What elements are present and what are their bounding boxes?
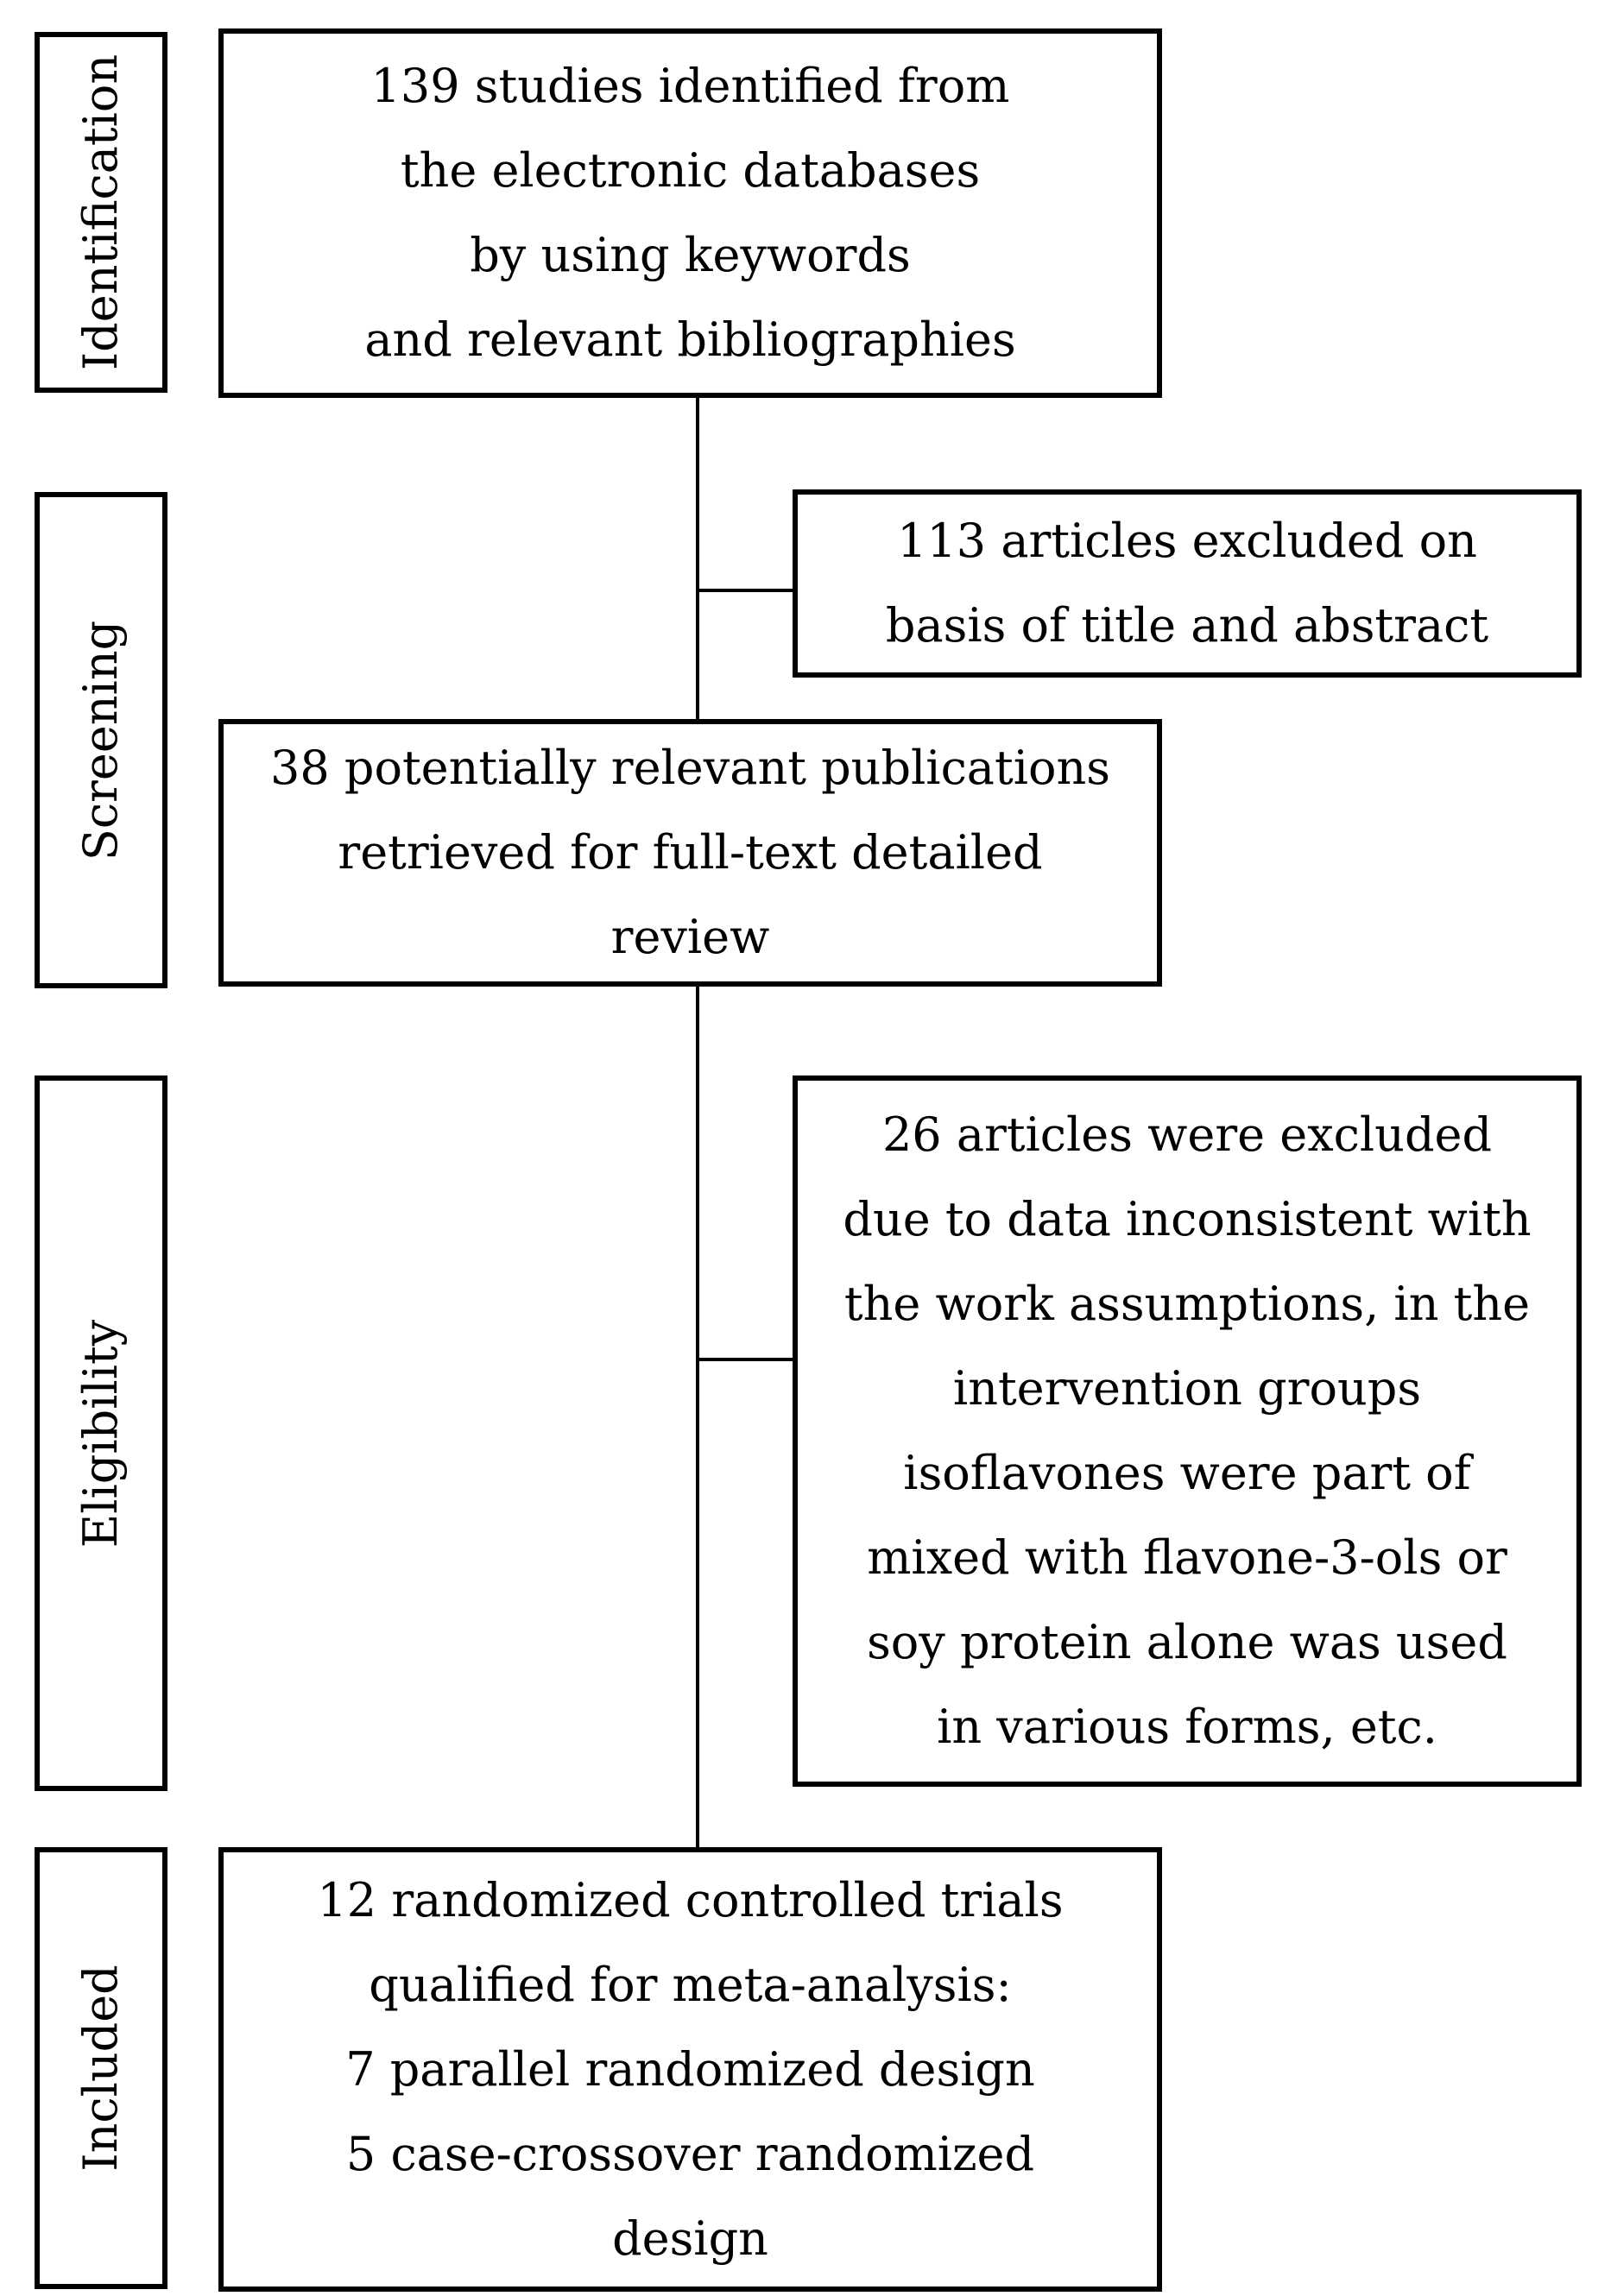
- box-included-trials-line: 5 case-crossover randomized: [345, 2126, 1035, 2181]
- box-excluded-eligibility-line: the work assumptions, in the: [843, 1277, 1531, 1331]
- stage-label-included: [35, 1847, 167, 2289]
- box-studies-identified-line: 139 studies identified from: [370, 59, 1010, 113]
- box-excluded-eligibility-line: isoflavones were part of: [903, 1446, 1471, 1500]
- box-studies-identified-line: the electronic databases: [400, 143, 981, 198]
- stage-label-screening-text: Screening: [73, 620, 129, 861]
- box-included-trials-line: design: [612, 2211, 768, 2266]
- box-included-trials-line: 12 randomized controlled trials: [317, 1872, 1064, 1927]
- box-excluded-title-abstract: [793, 489, 1582, 678]
- box-excluded-title-abstract-line: basis of title and abstract: [885, 598, 1489, 653]
- stage-label-eligibility: [35, 1075, 167, 1791]
- box-fulltext-retrieved-line: review: [610, 910, 770, 964]
- box-excluded-eligibility-line: due to data inconsistent with: [843, 1192, 1532, 1246]
- stage-label-screening: [35, 492, 167, 988]
- box-excluded-eligibility: [793, 1075, 1582, 1787]
- connector-fulltext-to-included: [696, 987, 699, 1847]
- box-excluded-eligibility-line: mixed with flavone-3-ols or: [867, 1530, 1507, 1585]
- stage-label-included-text: Included: [73, 1965, 128, 2172]
- stage-label-identification-text: Identification: [73, 54, 129, 371]
- box-included-trials: [218, 1847, 1162, 2292]
- box-fulltext-retrieved-line: 38 potentially relevant publications: [270, 741, 1110, 795]
- box-studies-identified-line: by using keywords: [470, 228, 911, 282]
- box-fulltext-retrieved-line: retrieved for full-text detailed: [338, 825, 1043, 880]
- box-included-trials-line: qualified for meta-analysis:: [369, 1957, 1012, 2012]
- box-studies-identified-line: and relevant bibliographies: [364, 312, 1016, 367]
- connector-branch-to-excluded-eligibility: [696, 1358, 793, 1361]
- box-excluded-title-abstract-line: 113 articles excluded on: [897, 514, 1477, 568]
- box-included-trials-line: 7 parallel randomized design: [345, 2041, 1035, 2097]
- box-excluded-eligibility-line: in various forms, etc.: [937, 1700, 1437, 1754]
- box-excluded-eligibility-line: intervention groups: [952, 1361, 1422, 1416]
- box-excluded-eligibility-line: soy protein alone was used: [867, 1615, 1507, 1669]
- connector-identified-to-fulltext: [696, 398, 699, 719]
- stage-label-eligibility-text: Eligibility: [73, 1319, 129, 1548]
- stage-label-identification: [35, 32, 167, 393]
- box-fulltext-retrieved: [218, 719, 1162, 987]
- box-excluded-eligibility-line: 26 articles were excluded: [881, 1107, 1493, 1162]
- box-studies-identified: [218, 28, 1162, 398]
- connector-branch-to-excluded-screening: [696, 589, 793, 592]
